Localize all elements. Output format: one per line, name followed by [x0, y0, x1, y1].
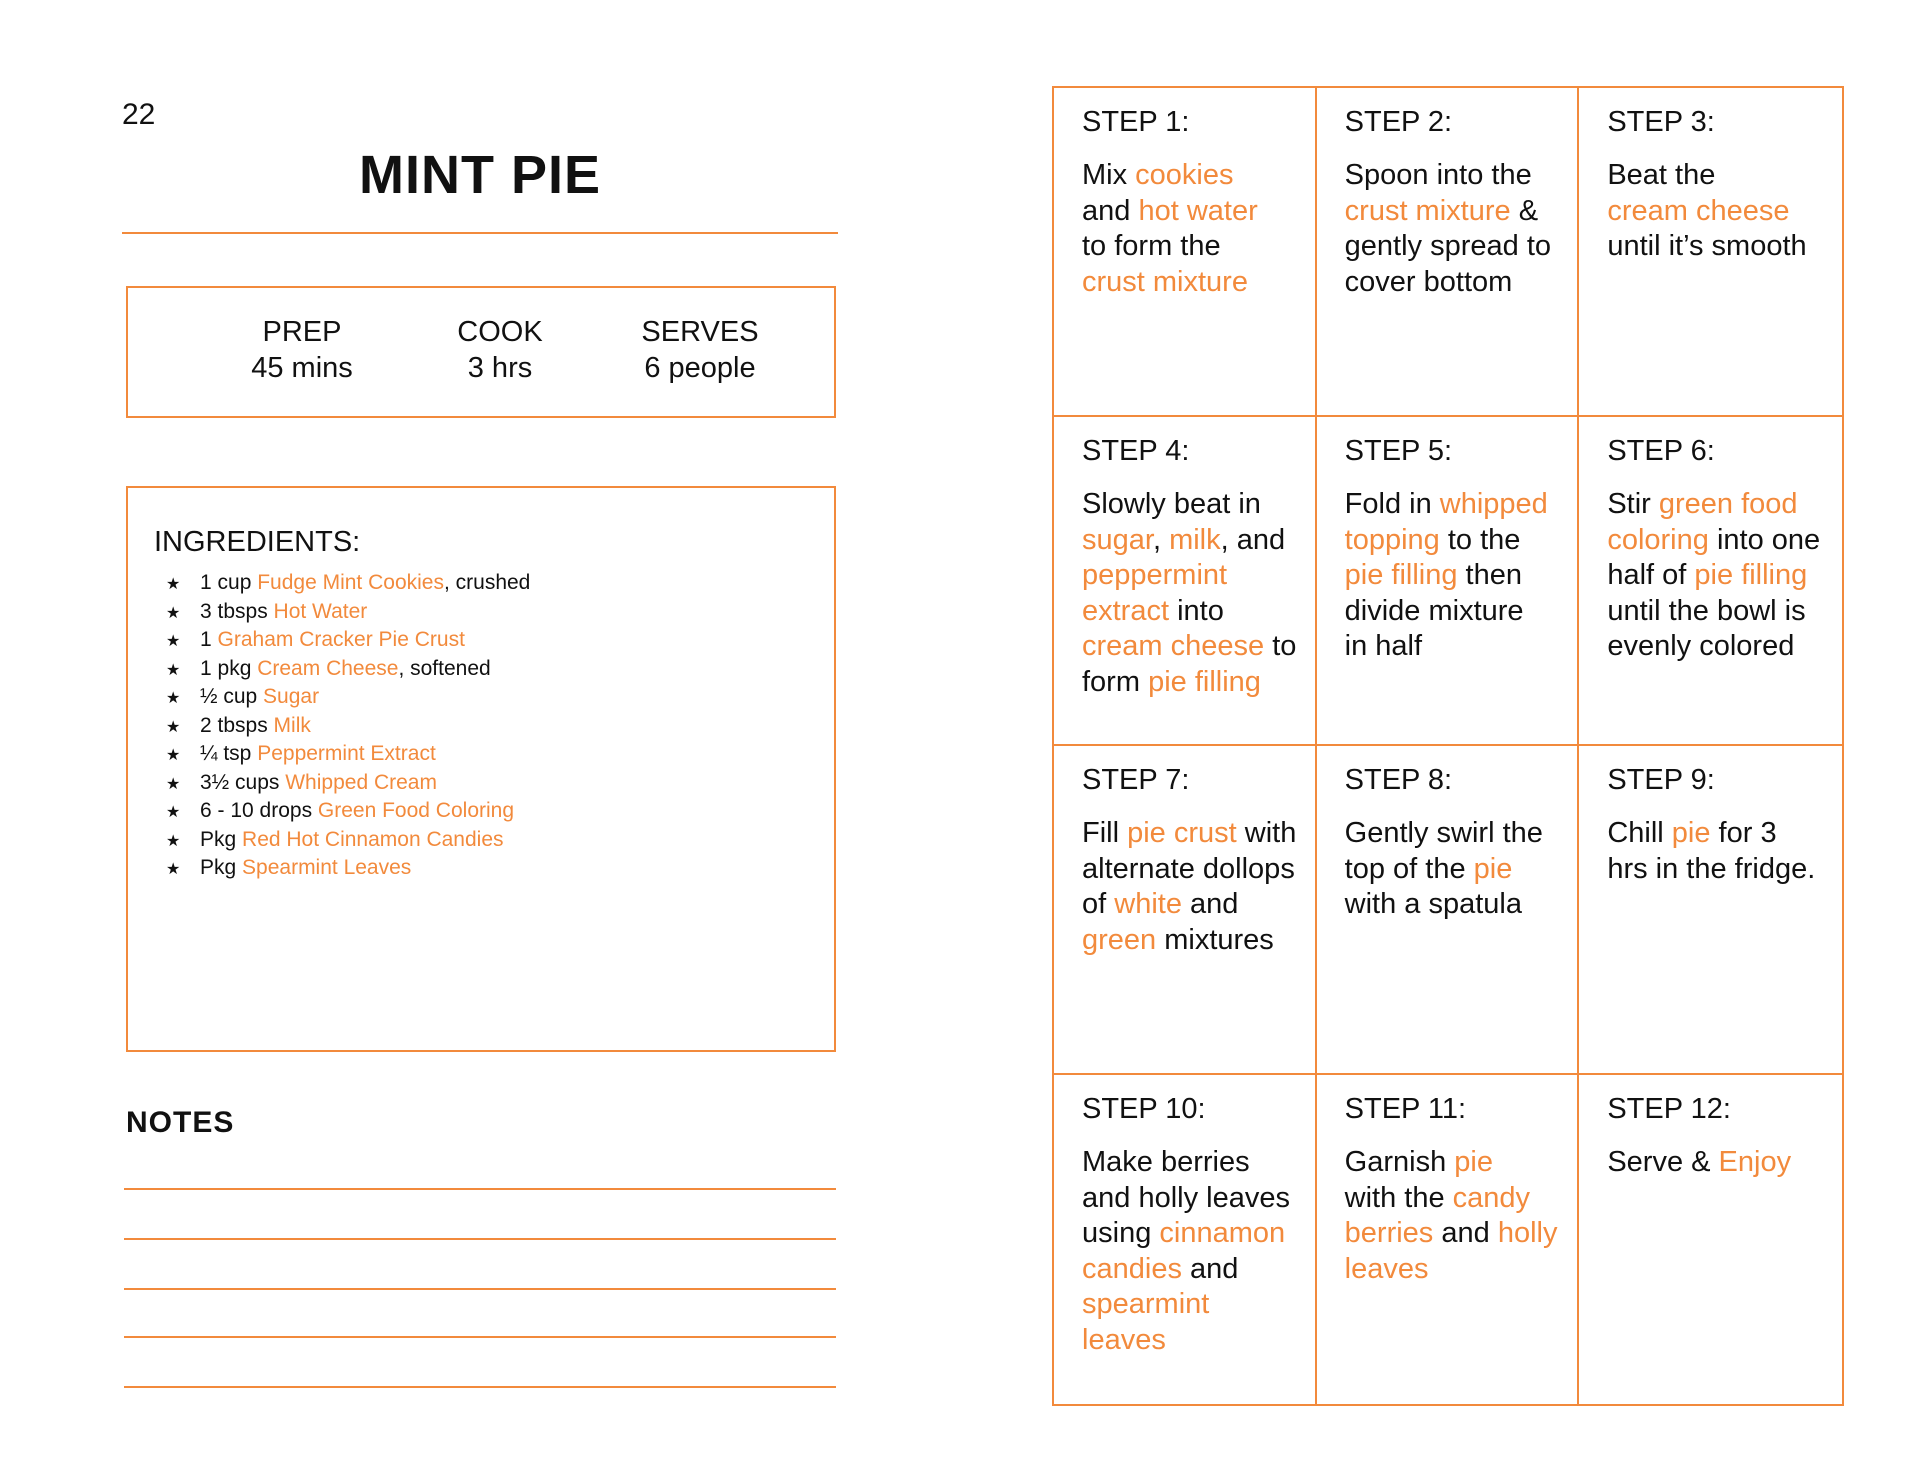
- ingredient-quantity: 1 cup: [200, 571, 258, 594]
- step-text: with a spatula: [1344, 888, 1522, 920]
- highlighted-term: pie crust: [1127, 817, 1237, 849]
- step-text: Fill: [1082, 817, 1128, 849]
- step-text: Make berries: [1082, 1146, 1250, 1178]
- step-instructions: [1082, 158, 1297, 300]
- step-instructions: [1345, 1145, 1560, 1287]
- ingredient-item: [166, 770, 530, 799]
- step-cell-8: [1317, 746, 1580, 1075]
- ingredient-item: [166, 798, 530, 827]
- note-line[interactable]: [124, 1288, 836, 1290]
- highlighted-term: green food: [1658, 488, 1798, 520]
- star-bullet-icon: ★: [166, 804, 181, 821]
- step-text: form: [1082, 665, 1149, 698]
- step-text: gently spread to: [1344, 230, 1552, 262]
- step-text: Beat the: [1607, 159, 1716, 191]
- prep-value: 45 mins: [251, 352, 353, 384]
- step-label: STEP 5:: [1344, 435, 1453, 467]
- step-text: Slowly beat in: [1082, 488, 1261, 520]
- step-text: and: [1181, 888, 1239, 920]
- step-text: and: [1433, 1217, 1498, 1249]
- step-text: into one: [1708, 523, 1821, 556]
- highlighted-term: cream cheese: [1082, 630, 1265, 662]
- step-label: STEP 1:: [1082, 106, 1190, 138]
- recipe-info-box: [126, 286, 836, 418]
- star-bullet-icon: ★: [166, 832, 181, 850]
- star-bullet-icon: ★: [166, 690, 181, 707]
- step-text: ,: [1152, 523, 1170, 556]
- step-text: Serve &: [1607, 1146, 1719, 1178]
- prep-info: [202, 314, 402, 386]
- ingredient-item: [166, 627, 530, 656]
- step-cell-1: [1054, 88, 1317, 417]
- ingredients-heading: INGREDIENTS:: [154, 526, 361, 558]
- highlighted-term: topping: [1344, 523, 1440, 556]
- ingredient-name: Whipped Cream: [285, 770, 437, 794]
- step-text: and holly leaves: [1082, 1181, 1290, 1214]
- step-cell-10: [1054, 1075, 1317, 1404]
- ingredient-name: Spearmint Leaves: [242, 856, 412, 879]
- star-bullet-icon: ★: [166, 718, 181, 736]
- step-text: hrs in the fridge.: [1607, 852, 1816, 885]
- step-text: divide mixture: [1344, 594, 1524, 627]
- step-text: to: [1264, 630, 1297, 662]
- highlighted-term: whipped: [1439, 488, 1548, 520]
- highlighted-term: pie filling: [1148, 665, 1261, 698]
- step-cell-7: [1054, 746, 1317, 1075]
- step-text: in half: [1344, 630, 1423, 662]
- step-label: STEP 3:: [1607, 106, 1715, 138]
- highlighted-term: cookies: [1135, 159, 1234, 191]
- step-text: Spoon into the: [1344, 159, 1532, 191]
- step-cell-6: [1579, 417, 1842, 746]
- step-text: cover bottom: [1344, 265, 1513, 298]
- step-instructions: [1082, 1145, 1297, 1358]
- highlighted-term: spearmint leaves: [1082, 1288, 1210, 1356]
- ingredient-item: [166, 684, 530, 713]
- step-text: half of: [1607, 559, 1695, 591]
- title-divider: [122, 232, 838, 234]
- step-cell-12: [1579, 1075, 1842, 1404]
- ingredient-name: Red Hot Cinnamon Candies: [242, 827, 504, 851]
- ingredient-name: Fudge Mint Cookies: [257, 571, 444, 594]
- highlighted-term: Enjoy: [1718, 1146, 1792, 1178]
- step-text: , and: [1220, 523, 1286, 556]
- cook-value: 3 hrs: [467, 352, 533, 384]
- serves-info: [600, 314, 800, 386]
- highlighted-term: cream cheese: [1607, 194, 1790, 227]
- step-label: STEP 7:: [1082, 764, 1190, 796]
- ingredient-quantity: 1: [200, 628, 218, 651]
- step-text: and: [1181, 1252, 1239, 1285]
- highlighted-term: hot water: [1138, 194, 1258, 227]
- ingredient-item: [166, 599, 530, 628]
- step-text: mixtures: [1156, 923, 1274, 956]
- ingredient-quantity: ½ cup: [200, 685, 264, 708]
- step-label: STEP 11:: [1344, 1093, 1467, 1125]
- ingredients-list: [166, 570, 530, 884]
- step-label: STEP 9:: [1607, 764, 1715, 796]
- step-cell-5: [1317, 417, 1580, 746]
- step-text: with: [1236, 817, 1297, 849]
- step-text: and: [1082, 194, 1139, 227]
- step-text: Mix: [1082, 159, 1136, 191]
- highlighted-term: white: [1114, 888, 1182, 920]
- step-text: to form the: [1082, 230, 1221, 262]
- page-number: 22: [122, 98, 156, 131]
- step-label: STEP 12:: [1607, 1093, 1731, 1125]
- highlighted-term: leaves: [1344, 1252, 1429, 1285]
- step-text: evenly colored: [1607, 630, 1795, 662]
- step-text: for 3: [1710, 817, 1777, 849]
- star-bullet-icon: ★: [166, 661, 181, 679]
- step-text: into: [1169, 594, 1224, 627]
- notes-heading: NOTES: [126, 1106, 235, 1139]
- note-line[interactable]: [124, 1336, 836, 1338]
- step-text: Stir: [1607, 488, 1659, 520]
- step-text: Fold in: [1344, 488, 1440, 520]
- ingredient-quantity: Pkg: [200, 827, 243, 851]
- highlighted-term: extract: [1082, 594, 1170, 627]
- ingredient-item: [166, 656, 530, 685]
- star-bullet-icon: ★: [166, 633, 181, 650]
- step-label: STEP 2:: [1344, 106, 1453, 138]
- step-cell-2: [1317, 88, 1580, 417]
- step-instructions: [1345, 487, 1560, 665]
- step-text: Chill: [1607, 817, 1672, 849]
- highlighted-term: green: [1082, 923, 1157, 956]
- ingredient-note: , softened: [398, 656, 491, 680]
- step-text: using: [1082, 1217, 1160, 1249]
- ingredient-quantity: Pkg: [200, 856, 243, 879]
- note-line[interactable]: [124, 1188, 836, 1190]
- highlighted-term: milk: [1169, 523, 1221, 556]
- ingredient-item: [166, 713, 530, 742]
- step-text: then: [1457, 559, 1522, 591]
- step-instructions: [1607, 1145, 1824, 1181]
- step-cell-3: [1579, 88, 1842, 417]
- cook-info: [400, 314, 600, 386]
- highlighted-term: crust mixture: [1344, 194, 1511, 227]
- step-text: with the: [1344, 1181, 1453, 1214]
- ingredient-item: [166, 827, 530, 856]
- highlighted-term: pie: [1454, 1146, 1493, 1178]
- step-instructions: [1607, 158, 1824, 265]
- highlighted-term: peppermint: [1082, 559, 1228, 591]
- highlighted-term: sugar: [1082, 523, 1153, 556]
- ingredient-note: , crushed: [443, 571, 531, 594]
- recipe-title: MINT PIE: [358, 145, 601, 205]
- ingredients-box: [126, 486, 836, 1052]
- ingredient-item: [166, 855, 530, 884]
- step-cell-11: [1317, 1075, 1580, 1404]
- highlighted-term: crust mixture: [1082, 265, 1248, 298]
- highlighted-term: pie: [1473, 852, 1513, 885]
- ingredient-name: Cream Cheese: [257, 656, 399, 680]
- ingredient-quantity: 1 pkg: [200, 656, 258, 680]
- ingredient-name: Milk: [273, 713, 311, 737]
- star-bullet-icon: ★: [166, 576, 181, 593]
- ingredient-name: Hot Water: [273, 599, 368, 623]
- note-line[interactable]: [124, 1386, 836, 1388]
- step-cell-9: [1579, 746, 1842, 1075]
- ingredient-item: [166, 570, 530, 599]
- ingredient-quantity: 6 - 10 drops: [200, 799, 318, 822]
- step-cell-4: [1054, 417, 1317, 746]
- ingredient-quantity: 2 tbsps: [200, 713, 274, 737]
- step-instructions: [1607, 816, 1824, 887]
- serves-label: SERVES: [641, 316, 759, 348]
- step-instructions: [1345, 816, 1560, 923]
- step-instructions: [1345, 158, 1560, 300]
- star-bullet-icon: ★: [166, 775, 181, 793]
- star-bullet-icon: ★: [166, 604, 181, 622]
- highlighted-term: candies: [1082, 1252, 1182, 1285]
- note-line[interactable]: [124, 1238, 836, 1240]
- step-text: of: [1082, 888, 1115, 920]
- star-bullet-icon: ★: [166, 747, 181, 764]
- serves-value: 6 people: [644, 352, 756, 384]
- highlighted-term: candy: [1452, 1181, 1531, 1214]
- step-text: alternate dollops: [1082, 852, 1295, 885]
- highlighted-term: cinnamon: [1159, 1217, 1286, 1249]
- step-label: STEP 8:: [1344, 764, 1453, 796]
- ingredient-quantity: 3½ cups: [200, 770, 286, 794]
- step-text: until the bowl is: [1607, 594, 1806, 627]
- star-bullet-icon: ★: [166, 861, 181, 878]
- step-label: STEP 6:: [1607, 435, 1715, 467]
- ingredient-name: Graham Cracker Pie Crust: [217, 628, 465, 651]
- step-text: until it’s smooth: [1607, 230, 1807, 262]
- step-label: STEP 4:: [1082, 435, 1190, 467]
- highlighted-term: pie filling: [1694, 559, 1808, 591]
- step-text: Gently swirl the: [1344, 817, 1543, 849]
- steps-grid: [1052, 86, 1844, 1406]
- step-instructions: [1607, 487, 1824, 665]
- highlighted-term: holly: [1497, 1217, 1558, 1249]
- prep-label: PREP: [262, 316, 342, 348]
- ingredient-quantity: 3 tbsps: [200, 599, 274, 623]
- step-text: to the: [1439, 523, 1521, 556]
- ingredient-name: Peppermint Extract: [257, 742, 436, 765]
- highlighted-term: berries: [1344, 1217, 1434, 1249]
- step-text: top of the: [1344, 852, 1474, 885]
- highlighted-term: pie: [1671, 817, 1711, 849]
- step-instructions: [1082, 487, 1297, 700]
- highlighted-term: coloring: [1607, 523, 1709, 556]
- step-instructions: [1082, 816, 1297, 958]
- ingredient-name: Green Food Coloring: [317, 799, 515, 822]
- step-text: Garnish: [1344, 1146, 1455, 1178]
- ingredient-item: [166, 741, 530, 770]
- cook-label: COOK: [457, 316, 543, 348]
- ingredient-quantity: ¼ tsp: [200, 742, 258, 765]
- step-text: &: [1510, 194, 1539, 227]
- step-label: STEP 10:: [1082, 1093, 1206, 1125]
- ingredient-name: Sugar: [263, 685, 320, 708]
- highlighted-term: pie filling: [1344, 559, 1458, 591]
